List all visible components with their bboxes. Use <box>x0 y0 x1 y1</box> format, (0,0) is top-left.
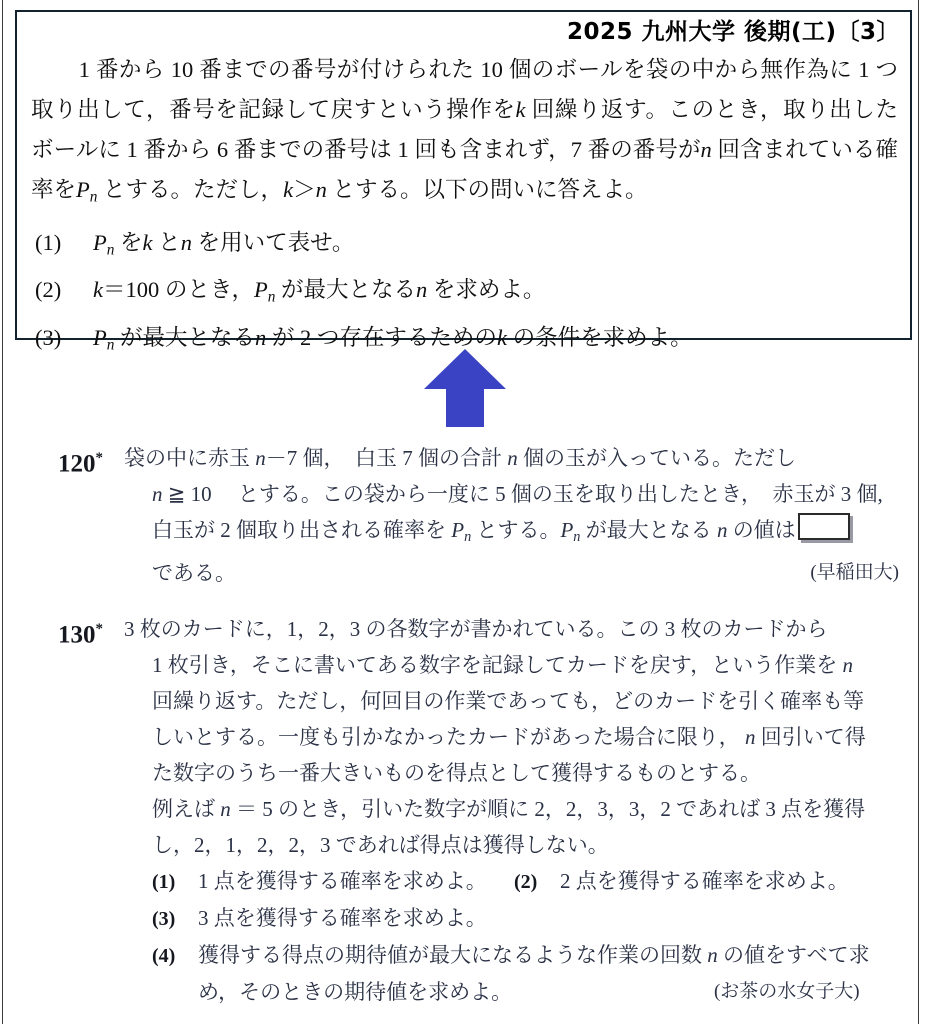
exam-item-1-number: (1) <box>35 230 62 256</box>
exam-statement-text: 1 番から 10 番までの番号が付けられた 10 個のボールを袋の中から無作為に 1 つ取り出して，番号を記録して戻すという操作をk 回繰り返す。このとき，取り出したボールに 1 番から 6 番までの番号は 1 回も含まれず，7 番の番号がn 回含まれている確率を$P_n$ とする。ただし，k＞n とする。以下の問いに答えよ。 <box>31 56 898 206</box>
problem-120-line-1: 袋の中に赤玉 n－7 個， 白玉 7 個の合計 n 個の玉が入っている。ただし <box>124 446 796 470</box>
problem-130-sub-1-number: (1) <box>152 870 176 893</box>
problem-130-line-5: た数字のうち一番大きいものを得点として獲得するものとする。 <box>152 760 761 785</box>
problem-130-sub-2-text: 2 点を獲得する確率を求めよ。 <box>560 868 849 893</box>
problem-130 <box>0 611 927 1010</box>
problem-120-line-4 <box>124 555 909 591</box>
problem-130-sub-row-3 <box>152 937 909 1010</box>
problem-130-sub-4-text-2: め，そのときの期待値を求めよ。 <box>198 979 513 1004</box>
problem-120-line-3: 白玉が 2 個取り出される確率を $P_n$ とする。$P_n$ が最大となる n の値は <box>124 512 909 555</box>
problem-130-sub-list <box>124 863 909 1010</box>
problem-120 <box>0 440 927 591</box>
exam-item-2-number: (2) <box>35 277 62 303</box>
problem-120-content <box>124 440 927 591</box>
problem-130-content <box>124 611 927 1010</box>
problem-130-line-1: 3 枚のカードに，1，2，3 の各数字が書かれている。この 3 枚のカードから <box>124 616 828 641</box>
problem-130-sub-2 <box>514 863 849 900</box>
exam-source-header: 2025 九州大学 後期(工)〔3〕 <box>566 19 900 45</box>
exam-item-list <box>17 217 910 365</box>
problem-120-number: 120* <box>58 450 103 478</box>
problem-130-sub-4 <box>152 937 870 1010</box>
problem-130-line-7: し，2，1，2，2，3 であれば得点は獲得しない。 <box>152 832 609 857</box>
problem-120-line-4-text: である。 <box>152 560 236 585</box>
problem-130-line-2: 1 枚引き，そこに書いてある数字を記録してカードを戻す，という作業を n <box>152 652 853 677</box>
problem-130-sub-1 <box>152 863 514 900</box>
problem-130-sub-3 <box>152 900 514 937</box>
textbook-problem-list <box>0 440 927 1024</box>
answer-box[interactable] <box>798 513 850 540</box>
problem-130-sub-row-1 <box>152 863 909 900</box>
exam-item-1 <box>35 223 898 270</box>
problem-130-attribution: (お茶の水女子大) <box>713 980 860 1002</box>
problem-130-sub-4-number: (4) <box>152 944 176 967</box>
problem-130-sub-2-number: (2) <box>514 870 538 893</box>
problem-130-sub-4-line-2 <box>152 974 870 1010</box>
exam-item-2 <box>35 270 898 317</box>
exam-item-1-text: $P_n$ をk とn を用いて表せ。 <box>93 230 355 259</box>
problem-130-number: 130* <box>58 620 103 649</box>
problem-130-sub-3-text: 3 点を獲得する確率を求めよ。 <box>198 905 487 930</box>
up-arrow-icon <box>424 349 506 427</box>
problem-130-line-6: 例えば n ＝ 5 のとき，引いた数字が順に 2，2，3，3，2 であれば 3 点を獲得 <box>152 796 866 821</box>
problem-130-sub-row-2 <box>152 900 909 937</box>
problem-130-sub-4-text: 獲得する得点の期待値が最大になるような作業の回数 n の値をすべて求 <box>198 942 870 967</box>
problem-120-line-2: n ≧ 10 とする。この袋から一度に 5 個の玉を取り出したとき， 赤玉が 3 個, <box>152 482 883 506</box>
problem-130-sub-3-number: (3) <box>152 907 176 930</box>
exam-item-3-number: (3) <box>35 324 62 350</box>
problem-130-sub-1-text: 1 点を獲得する確率を求めよ。 <box>198 868 487 893</box>
problem-130-line-4: しいとする。一度も引かなかったカードがあった場合に限り， n 回引いて得 <box>152 724 866 749</box>
exam-item-3-text: $P_n$ が最大となるn が 2 つ存在するためのk の条件を求めよ。 <box>93 324 693 353</box>
exam-problem-box <box>15 10 912 353</box>
exam-statement <box>17 47 910 217</box>
problem-120-attribution: (早稲田大) <box>810 561 899 583</box>
problem-130-line-3: 回繰り返す。ただし，何回目の作業であっても，どのカードを引く確率も等 <box>152 688 865 713</box>
exam-item-2-text: k＝100 のとき，$P_n$ が最大となるn を求めよ。 <box>93 277 546 306</box>
